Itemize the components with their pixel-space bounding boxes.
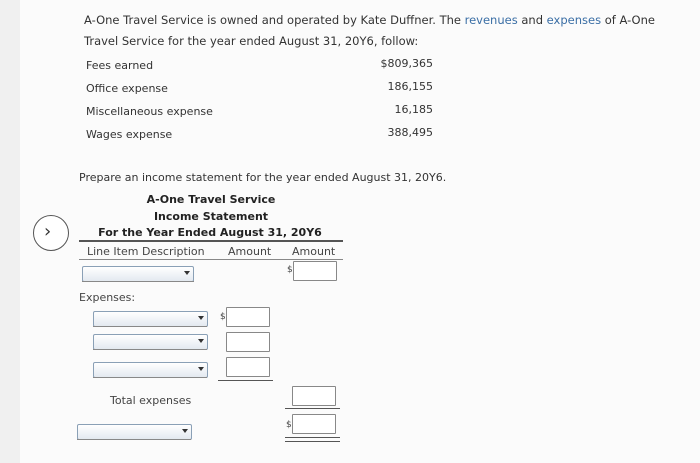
- select-underline: [82, 281, 194, 282]
- revenues-link[interactable]: revenues: [464, 13, 518, 27]
- expense-line-item-select-2[interactable]: [93, 334, 208, 350]
- item-label: Miscellaneous expense: [86, 105, 213, 118]
- dropdown-arrow-icon: [198, 339, 204, 343]
- instruction-text: Prepare an income statement for the year ended August 31, 20Y6.: [79, 171, 447, 184]
- header-rule: [79, 240, 343, 242]
- select-underline: [93, 377, 207, 378]
- statement-company: A-One Travel Service: [146, 193, 276, 206]
- total-expenses-input[interactable]: [292, 386, 336, 406]
- net-amount-input[interactable]: [292, 414, 336, 434]
- item-label: Fees earned: [86, 59, 154, 72]
- currency-symbol: $: [286, 420, 292, 430]
- total-rule: [285, 408, 340, 409]
- select-underline: [93, 326, 207, 327]
- intro-text-1: A-One Travel Service is owned and operated by Kate Duffner. The: [84, 13, 465, 27]
- expense-amount-input-3[interactable]: [226, 357, 270, 377]
- expense-line-item-select-3[interactable]: [93, 362, 208, 378]
- statement-title: Income Statement: [153, 210, 269, 223]
- dropdown-arrow-icon: [182, 429, 188, 433]
- double-rule: [285, 437, 340, 442]
- problem-intro: [84, 10, 664, 52]
- item-value: 186,155: [387, 80, 433, 93]
- item-value: 16,185: [394, 103, 433, 116]
- item-label: Wages expense: [86, 128, 173, 141]
- net-line-item-select[interactable]: [77, 424, 192, 440]
- intro-text-2: and: [517, 13, 547, 27]
- revenue-line-item-select[interactable]: [82, 266, 194, 282]
- expenses-link[interactable]: expenses: [546, 13, 602, 27]
- col-header-amount-2: Amount: [292, 245, 336, 258]
- total-expenses-label: Total expenses: [110, 394, 192, 407]
- currency-symbol: $: [220, 312, 226, 322]
- chevron-right-icon: ›: [44, 221, 52, 242]
- expense-amount-input-1[interactable]: [226, 307, 270, 327]
- statement-period: For the Year Ended August 31, 20Y6: [98, 226, 322, 239]
- col-header-amount-1: Amount: [228, 245, 272, 258]
- col-header-rule: [79, 259, 343, 260]
- item-value: 388,495: [387, 126, 433, 139]
- expand-toggle[interactable]: [33, 215, 69, 251]
- select-underline: [93, 349, 207, 350]
- subtotal-rule: [218, 380, 273, 381]
- dropdown-arrow-icon: [198, 316, 204, 320]
- select-underline: [77, 439, 191, 440]
- intro-text-3: of A-One Travel Service for the year ended August 31, 20Y6, follow:: [84, 13, 655, 48]
- expense-line-item-select-1[interactable]: [93, 311, 208, 327]
- revenue-amount-input[interactable]: [293, 261, 337, 281]
- dropdown-arrow-icon: [198, 367, 204, 371]
- expenses-label: Expenses:: [79, 291, 136, 304]
- col-header-description: Line Item Description: [87, 245, 205, 258]
- currency-symbol: $: [287, 265, 293, 275]
- expense-amount-input-2[interactable]: [226, 332, 270, 352]
- item-label: Office expense: [86, 82, 168, 95]
- dropdown-arrow-icon: [184, 271, 190, 275]
- item-value: $809,365: [380, 57, 433, 70]
